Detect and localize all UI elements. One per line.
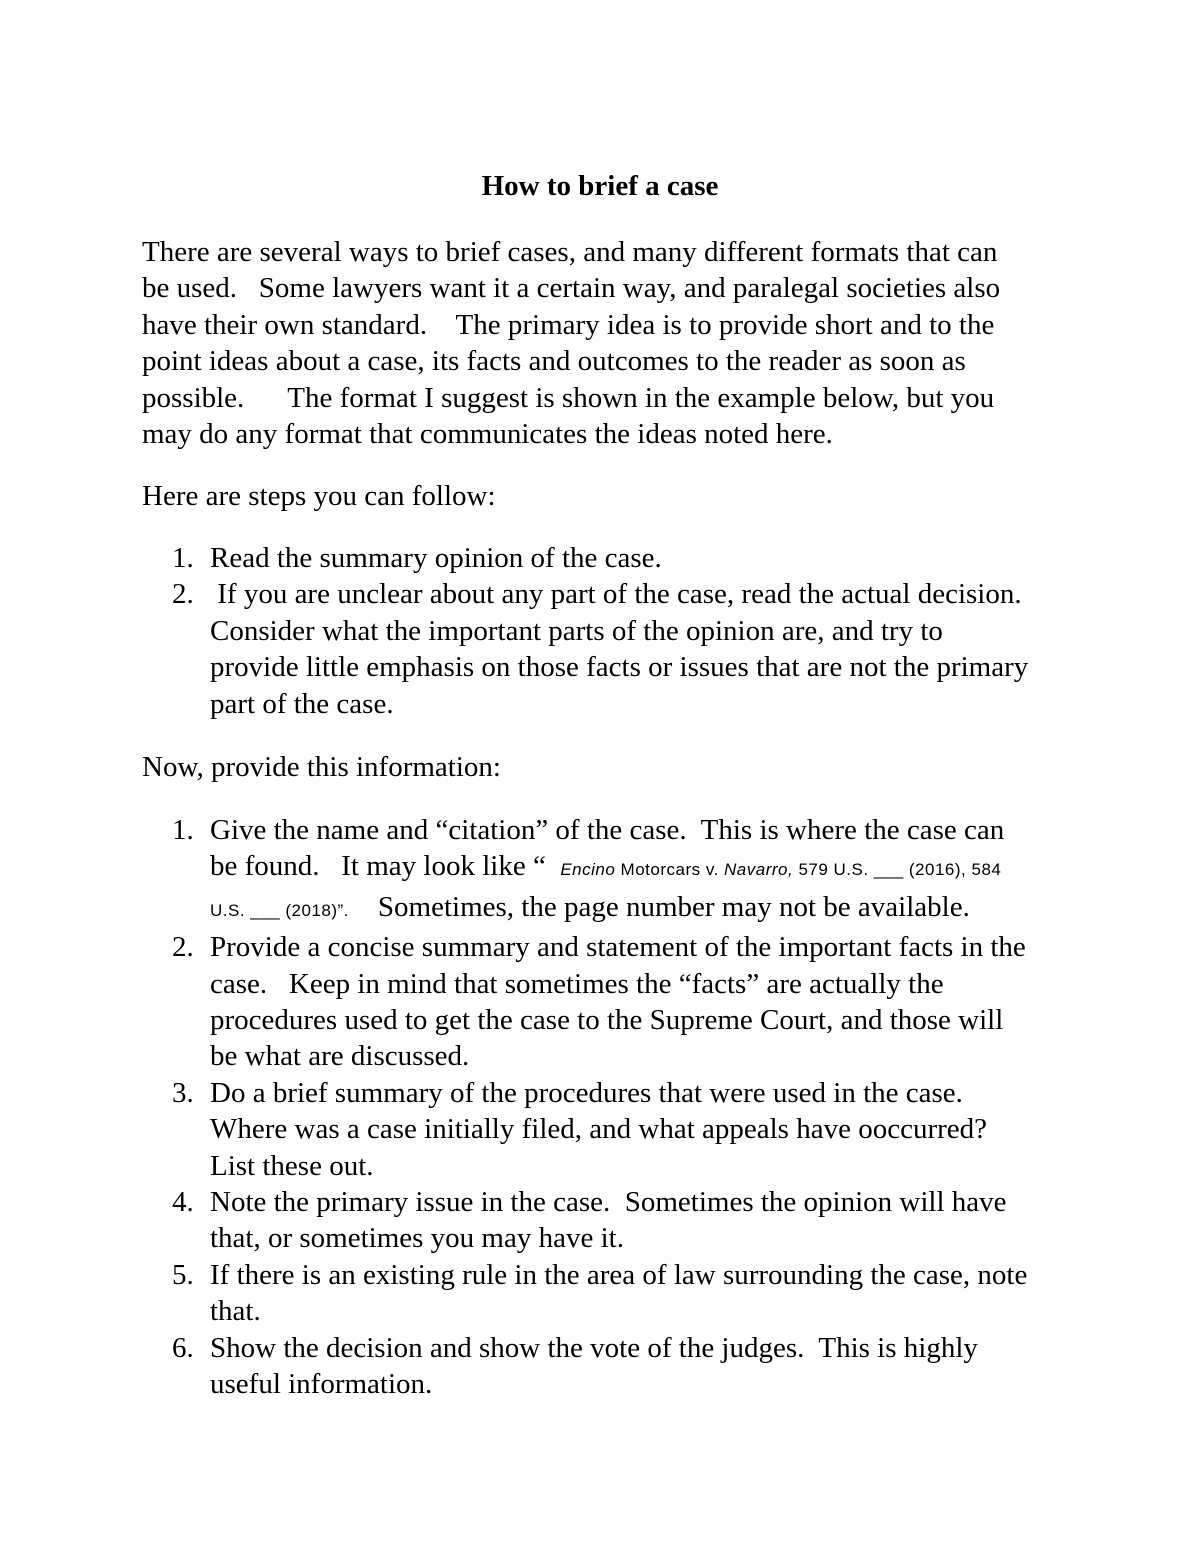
list-number: 3. — [172, 1076, 194, 1109]
info-heading: Now, provide this information: — [142, 751, 501, 783]
list-number: 5. — [172, 1258, 194, 1291]
document-title: How to brief a case — [481, 170, 719, 202]
list-item — [172, 1257, 1112, 1330]
list-item-text: procedures used to get the case to the Supreme Court, and those will — [210, 1004, 1004, 1037]
case-citation: Encino Motorcars v. Navarro, 579 U.S. ___ (2016), 584 — [560, 860, 1002, 880]
list-number: 6. — [172, 1331, 194, 1364]
list-item-text: Provide a concise summary and statement of the important facts in the — [210, 931, 1026, 964]
intro-line: possible. The format I suggest is shown in the example below, but you — [142, 381, 995, 414]
list-item-text: Read the summary opinion of the case. — [210, 542, 662, 574]
list-item-text: Where was a case initially filed, and what appeals have ooccurred? — [210, 1113, 987, 1146]
list-item-text: Consider what the important parts of the opinion are, and try to — [210, 614, 943, 647]
list-item — [172, 576, 1112, 722]
list-item — [172, 929, 1112, 1075]
steps-list — [172, 540, 1112, 722]
list-item — [172, 540, 1112, 576]
list-number: 2. — [172, 578, 194, 611]
list-item-text: be found. It may look like “ Encino Motorcars v. Navarro, 579 U.S. ___ (2016), 584 — [210, 850, 1002, 883]
list-item-text: that. — [210, 1295, 261, 1328]
intro-line: have their own standard. The primary idea is to provide short and to the — [142, 308, 995, 341]
list-number: 1. — [172, 542, 194, 574]
case-citation: U.S. ___ (2018)”. — [210, 900, 349, 920]
list-number: 2. — [172, 931, 194, 964]
list-item-text: Do a brief summary of the procedures that were used in the case. — [210, 1076, 963, 1109]
list-item — [172, 1184, 1112, 1257]
list-item — [172, 1075, 1112, 1184]
intro-line: may do any format that communicates the ideas noted here. — [142, 418, 833, 451]
list-item — [172, 1330, 1112, 1403]
list-item-text: be what are discussed. — [210, 1040, 470, 1073]
intro-line: There are several ways to brief cases, and many different formats that can — [142, 236, 998, 268]
list-item — [172, 812, 1112, 929]
list-item-text: useful information. — [210, 1368, 433, 1401]
info-list — [172, 812, 1112, 1403]
list-item-text: that, or sometimes you may have it. — [210, 1222, 624, 1255]
list-item-text: Show the decision and show the vote of the judges. This is highly — [210, 1331, 978, 1364]
list-item-text: case. Keep in mind that sometimes the “facts” are actually the — [210, 967, 944, 1000]
list-number: 4. — [172, 1186, 194, 1219]
list-number: 1. — [172, 814, 194, 846]
list-item-text: Give the name and “citation” of the case. This is where the case can — [210, 814, 1005, 846]
list-item-text: If you are unclear about any part of the case, read the actual decision. — [210, 578, 1022, 611]
list-item-text: provide little emphasis on those facts or issues that are not the primary — [210, 651, 1029, 684]
list-item-text: Note the primary issue in the case. Sometimes the opinion will have — [210, 1186, 1007, 1219]
list-item-text: List these out. — [210, 1149, 374, 1182]
intro-line: point ideas about a case, its facts and outcomes to the reader as soon as — [142, 345, 966, 378]
intro-paragraph — [142, 234, 1112, 452]
list-item-text: If there is an existing rule in the area of law surrounding the case, note — [210, 1258, 1028, 1291]
list-item-text: U.S. ___ (2018)”. Sometimes, the page number may not be available. — [210, 890, 970, 923]
steps-heading: Here are steps you can follow: — [142, 480, 496, 512]
list-item-text: part of the case. — [210, 687, 394, 720]
intro-line: be used. Some lawyers want it a certain way, and paralegal societies also — [142, 272, 1001, 305]
